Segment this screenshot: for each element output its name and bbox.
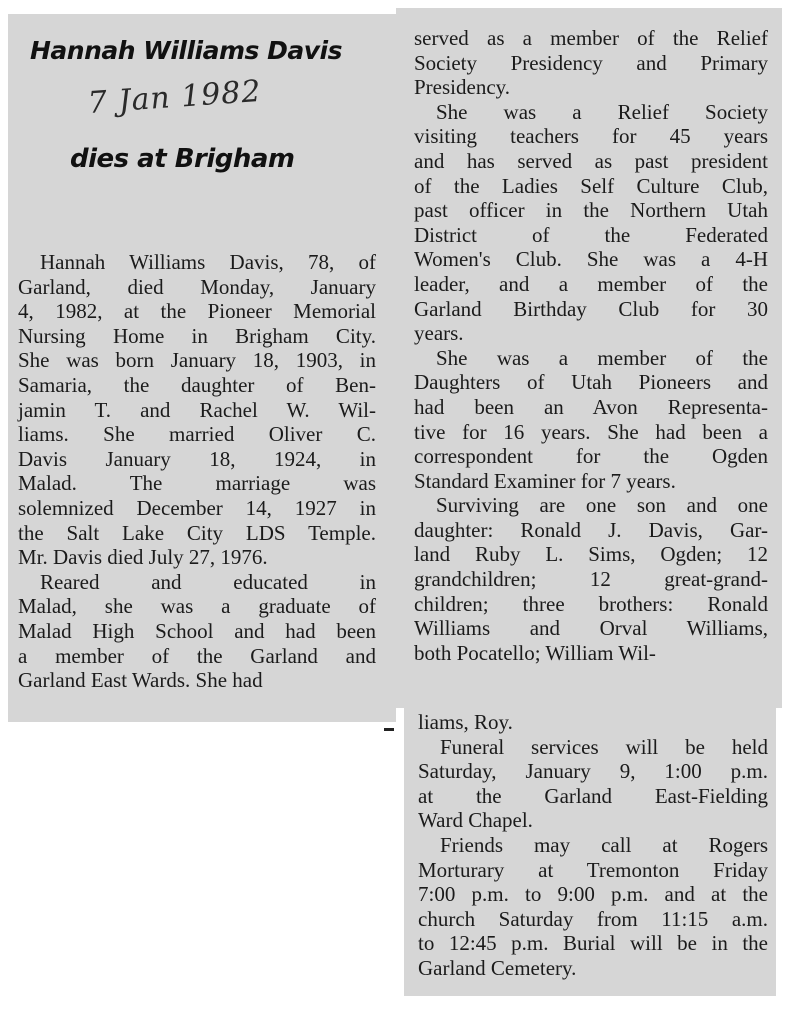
- article-line: Garland Birthday Club for 30: [414, 296, 768, 321]
- article-line: Ward Chapel.: [418, 808, 533, 833]
- article-line: and has served as past president: [414, 148, 768, 173]
- article-line: Women's Club. She was a 4-H: [414, 247, 768, 272]
- article-line: Malad, she was a graduate of: [18, 594, 376, 619]
- article-line: Reared and educated in: [40, 569, 376, 594]
- article-line: the Salt Lake City LDS Temple.: [18, 520, 376, 545]
- article-line: past officer in the Northern Utah: [414, 198, 768, 223]
- article-line: Samaria, the daughter of Ben-: [18, 372, 376, 397]
- article-paragraph: [414, 346, 768, 494]
- article-line: had been an Avon Representa-: [414, 394, 768, 419]
- article-line: liams, Roy.: [418, 710, 513, 734]
- article-line: Funeral services will be held: [440, 734, 768, 759]
- article-line: Surviving are one son and one: [436, 493, 768, 518]
- article-line: District of the Federated: [414, 222, 768, 247]
- article-line: correspondent for the Ogden: [414, 444, 768, 469]
- article-line: Nursing Home in Brigham City.: [18, 323, 376, 348]
- article-line: Saturday, January 9, 1:00 p.m.: [418, 759, 768, 784]
- article-line: both Pocatello; William Wil-: [414, 640, 656, 665]
- scan-mark: [384, 728, 394, 731]
- article-line: solemnized December 14, 1927 in: [18, 495, 376, 520]
- article-paragraph: [414, 26, 768, 100]
- article-line: years.: [414, 321, 464, 346]
- article-line: children; three brothers: Ronald: [414, 591, 768, 616]
- article-line: Standard Examiner for 7 years.: [414, 468, 676, 493]
- article-paragraph: [414, 100, 768, 346]
- article-line: daughter: Ronald J. Davis, Gar-: [414, 517, 768, 542]
- article-column-left: [18, 250, 376, 693]
- article-line: Davis January 18, 1924, in: [18, 446, 376, 471]
- article-paragraph: [414, 493, 768, 665]
- article-column-right-bottom: [418, 710, 768, 981]
- article-line: Society Presidency and Primary: [414, 50, 768, 75]
- article-paragraph: [418, 735, 768, 833]
- article-line: 7:00 p.m. to 9:00 p.m. and at the: [418, 882, 768, 907]
- headline-name: Hannah Williams Davis: [30, 36, 342, 65]
- article-line: jamin T. and Rachel W. Wil-: [18, 397, 376, 422]
- article-line: liams. She married Oliver C.: [18, 422, 376, 447]
- article-line: at the Garland East-Fielding: [418, 783, 768, 808]
- article-line: visiting teachers for 45 years: [414, 124, 768, 149]
- article-line: Garland Cemetery.: [418, 955, 577, 980]
- article-paragraph: [418, 710, 768, 735]
- article-line: Morturary at Tremonton Friday: [418, 857, 768, 882]
- article-line: to 12:45 p.m. Burial will be in the: [418, 931, 768, 956]
- article-line: Garland, died Monday, January: [18, 274, 376, 299]
- article-column-right-top: [414, 26, 768, 665]
- article-line: grandchildren; 12 great-grand-: [414, 567, 768, 592]
- article-paragraph: [18, 570, 376, 693]
- article-line: Williams and Orval Williams,: [414, 616, 768, 641]
- article-line: 4, 1982, at the Pioneer Memorial: [18, 299, 376, 324]
- article-line: She was a member of the: [436, 345, 768, 370]
- article-paragraph: [18, 250, 376, 570]
- article-line: tive for 16 years. She had been a: [414, 419, 768, 444]
- article-line: Malad. The marriage was: [18, 471, 376, 496]
- article-line: Malad High School and had been: [18, 618, 376, 643]
- article-line: Daughters of Utah Pioneers and: [414, 370, 768, 395]
- article-line: church Saturday from 11:15 a.m.: [418, 906, 768, 931]
- headline-subtitle: dies at Brigham: [70, 144, 295, 174]
- handwritten-date: 7 Jan 1982: [86, 73, 263, 121]
- article-line: leader, and a member of the: [414, 271, 768, 296]
- article-paragraph: [418, 833, 768, 981]
- article-line: served as a member of the Relief: [414, 26, 768, 50]
- article-line: She was born January 18, 1903, in: [18, 348, 376, 373]
- article-line: Hannah Williams Davis, 78, of: [40, 250, 376, 274]
- article-line: Garland East Wards. She had: [18, 668, 263, 693]
- article-line: a member of the Garland and: [18, 643, 376, 668]
- article-line: of the Ladies Self Culture Club,: [414, 173, 768, 198]
- article-line: She was a Relief Society: [436, 99, 768, 124]
- article-line: Presidency.: [414, 75, 511, 100]
- article-line: land Ruby L. Sims, Ogden; 12: [414, 542, 768, 567]
- article-line: Friends may call at Rogers: [440, 832, 768, 857]
- article-line: Mr. Davis died July 27, 1976.: [18, 545, 268, 570]
